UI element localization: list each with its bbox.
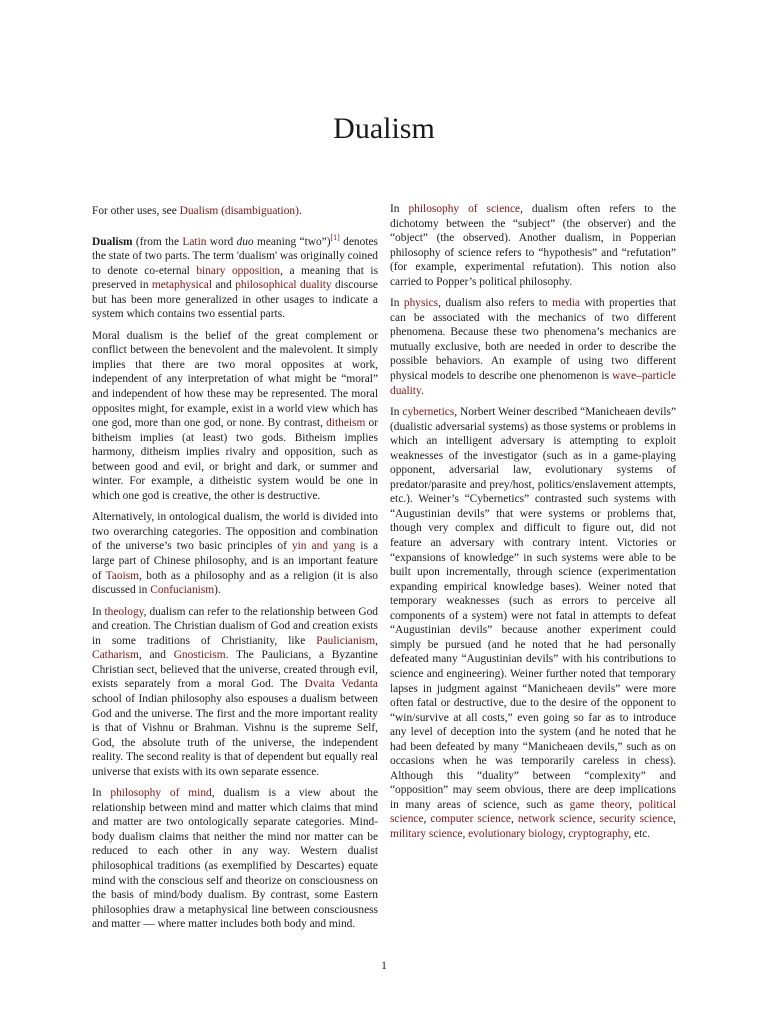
link-catharism[interactable]: Catharism [92,649,139,662]
physics-paragraph [390,296,676,398]
text: denotes the state of two parts. The term 'dualism' was originally coined to denote co-eternal [92,235,378,277]
left-column [92,204,378,939]
link-computer-science[interactable]: computer science [430,813,511,826]
text: , dualism also refers to [438,297,553,310]
right-column [390,202,676,849]
link-wave-particle-duality[interactable]: wave–particle duality [390,370,676,397]
text: meaning “two”) [253,235,331,248]
text: , [510,813,518,826]
text: In [390,297,404,310]
text: , a meaning that is preserved in [92,264,378,292]
link-cybernetics[interactable]: cybernetics [402,406,455,419]
link-confucianism[interactable]: Confucianism [150,584,215,597]
citation-1[interactable]: [1] [330,232,340,242]
link-evolutionary-biology[interactable]: evolutionary biology [468,827,563,840]
text: In [390,406,403,419]
text: , [592,813,600,826]
text: , both as a philosophy and as a religion (it is also discussed in [92,569,378,597]
text: and [212,279,236,292]
text: Moral dualism is the belief of the great complement or conflict between the benevolent and the malevolent. It simply implies that there are two moral opposites at work, independent of any interpretation of what might be “moral” and independent of how these may be represented. The moral opposites might, for example, exist in a world view which has one god, more than one god, or none. By contrast, [92,329,378,430]
link-gnosticism[interactable]: Gnosticism [173,649,226,662]
philosophy-of-science-paragraph [390,202,676,289]
moral-dualism-paragraph [92,329,378,504]
italic-duo: duo [236,235,254,248]
cybernetics-paragraph [390,405,676,841]
ontological-dualism-paragraph [92,510,378,597]
link-game-theory[interactable]: game theory [569,798,630,811]
term-bold: Dualism [92,235,133,248]
text: , Norbert Weiner described “Manicheaen devils” (dualistic adversarial systems) as those systems or problems in which an intelligent adversary is attempting to exploit weaknesses of the investigator (such as in a game-playing opponent, adversarial law, evolutionary systems of predator/parasite and prey/host, politics/enslavement attempts, etc.). Weiner’s “Cybernetics” contrasted such systems with “Augustinian devils” that were systems or problems that, though very complex and difficult to figure out, did not feature an adversary with contrary intent. Victories or “expansions of knowledge” in such systems were able to be built upon incrementally, through science (experimentation expanding empirical knowledge bases). Weiner noted that temporary weaknesses (such as errors to perceive all components of a system) were not fatal in attempts to defeat “Augustinian devils” because another experiment could simply be pursued (and he noted that he had personally defeated many “Augustinian devils” with his contributions to science and engineering). Weiner further noted that temporary lapses in judgment against “Manicheaen devils” were more often fatal or destructive, due to the desire of the opponent to “win/survive at all costs,” even going so far as to introduce any level of deception into the system (and he noted that he had been defeated by many “Manicheaen devils,” such as on occasions when he was temporarily careless in chess). Although this “duality” between “complexity” and “opposition” may seem obvious, there are deep implications in many areas of science, such as [390,406,677,811]
text: ). [214,584,221,597]
link-latin[interactable]: Latin [182,235,207,248]
page-number: 1 [381,960,387,972]
text: word [206,235,237,248]
link-binary-opposition[interactable]: binary opposition [196,264,281,277]
text: school of Indian philosophy also espouses a dualism between God and the universe. The first and the more important reality is that of Vishnu or Brahman. Vishnu is the supreme Self, God, the absolute truth of the universe, the independent reality. The second reality is that of dependent but equally real universe that exists with its own separate essence. [92,692,378,778]
hatnote-text: For other uses, see [92,205,180,217]
text: , [462,827,469,840]
text: or bitheism implies (at least) two gods. Bitheism implies harmony, ditheism implies rivalry and opposition, such as between good and evil, or bright and dark, or summer and winter. For example, a ditheistic system would be one in which one god is creative, the other is destructive. [92,417,378,502]
link-network-science[interactable]: network science [517,813,593,826]
link-dvaita-vedanta[interactable]: Dvaita Vedanta [304,678,378,691]
link-media[interactable]: media [552,297,580,310]
text: , dualism is a view about the relationship between mind and matter which claims that mind and matter are two ontologically separate categories. Mind-body dualism claims that neither the mind nor matter can be reduced to each other in any way. Western dualist philosophical traditions (as exemplified by Descartes) equate mind with the conscious self and theorize on consciousness on the basis of mind/body dualism. By contrast, some Eastern philosophies draw a metaphysical line between consciousness and matter — where matter includes both body and mind. [92,787,378,931]
theology-paragraph [92,605,378,780]
text: In [390,203,409,215]
link-philosophy-of-mind[interactable]: philosophy of mind [110,787,212,800]
text: . The Paulicians, a Byzantine Christian sect, believed that the universe, created through evil, exists separately from a moral God. The [92,649,378,691]
text: , etc. [628,827,651,840]
text: is a large part of Chinese philosophy, and is an important feature of [92,540,378,582]
text: In [92,787,111,800]
link-metaphysical[interactable]: metaphysical [151,279,212,292]
text: , dualism often refers to the dichotomy between the “subject” (the observer) and the “object” (the observed). Another dualism, in Popperian philosophy of science refers to “hypothesis” and “refutation” (for example, experimental refutation). This notion also carried to Popper’s political philosophy. [390,203,676,288]
page-title: Dualism [333,112,435,145]
text: , [673,813,676,826]
text: . [420,384,424,397]
text: In [92,605,105,618]
disambiguation-link[interactable]: Dualism (disambiguation) [179,205,299,217]
text: discourse but has been more generalized in other usages to indicate a system which contains two essential parts. [92,279,378,321]
text: with properties that can be associated with the mechanics of two different phenomena. Because these two phenomena’s mechanics are mutually exclusive, both are needed in order to describe the possible behaviors. An example of using two different physical models to describe one phenomenon is [390,297,676,383]
text: , dualism can refer to the relationship between God and creation. The Christian dualism of God and creation exists in some traditions of Christianity, like [92,605,378,647]
link-military-science[interactable]: military science [390,827,463,840]
link-philosophy-of-science[interactable]: philosophy of science [408,203,521,215]
intro-paragraph [92,232,378,322]
link-security-science[interactable]: security science [599,813,674,826]
text: , [375,634,378,647]
link-taoism[interactable]: Taoism [105,569,140,582]
link-cryptography[interactable]: cryptography [568,827,629,840]
hatnote-text: . [298,205,302,217]
link-physics[interactable]: physics [403,297,439,310]
text: , [629,798,639,811]
text: , and [138,649,174,662]
link-philosophical-duality[interactable]: philosophical duality [235,279,332,292]
link-ditheism[interactable]: ditheism [326,417,366,430]
philosophy-of-mind-paragraph [92,786,378,931]
link-paulicianism[interactable]: Paulicianism [316,634,376,647]
link-theology[interactable]: theology [104,605,144,618]
text: , [562,827,569,840]
text: , [423,813,431,826]
hatnote [92,204,378,219]
link-yin-and-yang[interactable]: yin and yang [291,540,356,553]
link-political-science[interactable]: political science [390,798,676,826]
text: Alternatively, in ontological dualism, the world is divided into two overarching categories. The opposition and combination of the universe’s two basic principles of [92,511,378,553]
text: (from the [132,235,183,248]
